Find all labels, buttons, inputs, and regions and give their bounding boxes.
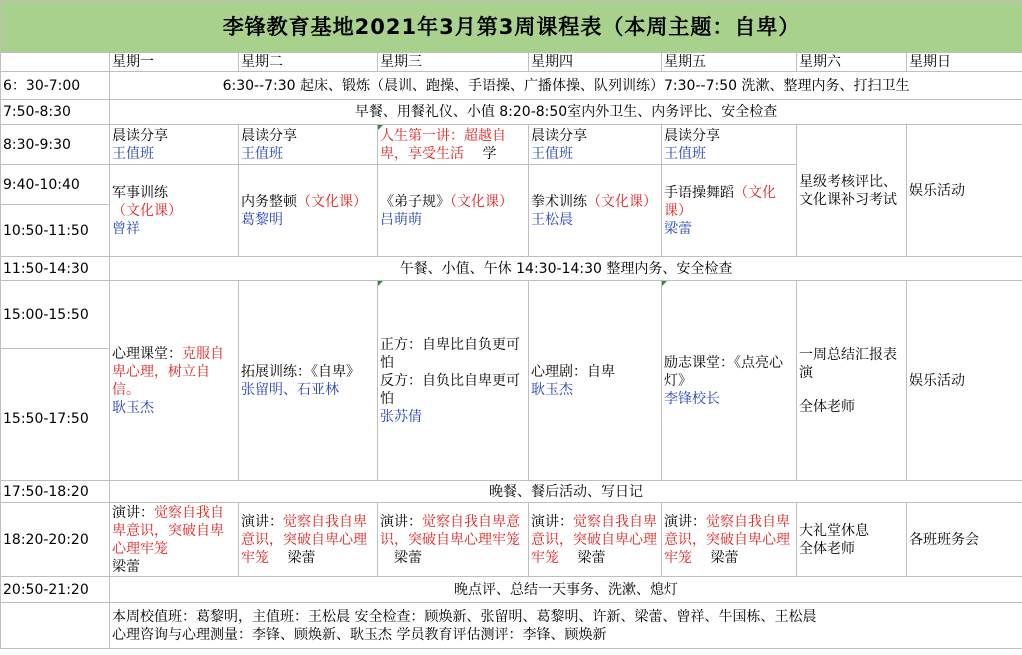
course-title: 内务整顿 <box>241 193 297 210</box>
class-thu <box>529 165 662 257</box>
afternoon-fri <box>662 281 797 481</box>
course-title: 晨读分享 <box>664 127 720 144</box>
teacher-name: 王值班 <box>112 145 154 162</box>
speech-prefix: 演讲： <box>112 504 154 521</box>
day-header-fri: 星期五 <box>662 53 797 72</box>
speech-sun: 各班班务会 <box>907 503 1022 577</box>
schedule-title: 李锋教育基地2021年3月第3周课程表（本周主题：自卑） <box>1 1 1022 53</box>
time-cell: 17:50-18:20 <box>1 481 110 503</box>
teacher-name: 张留明、石亚林 <box>241 381 339 398</box>
teacher-name: 耿玉杰 <box>531 381 573 398</box>
time-cell: 15:00-15:50 <box>1 281 110 349</box>
course-title: 励志课堂：《点亮心灯》 <box>664 354 783 389</box>
teacher-name: 梁蕾 <box>710 549 739 566</box>
course-title: 军事训练 <box>112 184 168 201</box>
afternoon-wed <box>378 281 529 481</box>
day-header-wed: 星期三 <box>378 53 529 72</box>
reading-wed <box>378 125 529 165</box>
debate-pro: 正方：自卑比自负更可怕 <box>380 336 520 371</box>
course-prefix: 心理课堂： <box>112 345 182 362</box>
course-title: 手语操舞蹈 <box>664 184 734 201</box>
course-title: 心理剧：自卑 <box>531 363 615 380</box>
lunch-routine: 午餐、小值、午休 14:30-14:30 整理内务、安全检查 <box>110 257 1022 281</box>
course-title: 一周总结汇报表演 <box>799 346 897 381</box>
class-fri <box>662 165 797 257</box>
speech-topic: 觉察自我自卑意识，突破自卑心理牢笼 <box>241 513 367 566</box>
course-title: 《弟子规》 <box>380 193 450 210</box>
day-header-sat: 星期六 <box>797 53 907 72</box>
teacher-name: 耿玉杰 <box>112 399 154 416</box>
afternoon-tue <box>239 281 378 481</box>
duty-roster: 本周校值班：葛黎明，主值班：王松晨 安全检查：顾焕新、张留明、葛黎明、许新、梁蕾、曾祥、牛国栋、王松晨 <box>112 608 817 625</box>
speech-prefix: 演讲： <box>380 513 422 530</box>
speech-sat <box>797 503 907 577</box>
speech-fri <box>662 503 797 577</box>
teacher-name: 全体老师 <box>799 398 855 415</box>
time-cell: 6：30-7:00 <box>1 72 110 100</box>
speech-prefix: 演讲： <box>664 513 706 530</box>
day-header-thu: 星期四 <box>529 53 662 72</box>
time-cell: 20:50-21:20 <box>1 577 110 603</box>
day-header-mon: 星期一 <box>110 53 239 72</box>
dinner-routine: 晚餐、餐后活动、写日记 <box>110 481 1022 503</box>
breakfast-routine: 早餐、用餐礼仪、小值 8:20-8:50室内外卫生、内务评比、安全检查 <box>110 100 1022 125</box>
course-tag: （文化课） <box>112 202 182 219</box>
course-title: 克服自卑心理，树立自信。 <box>112 345 224 398</box>
afternoon-sun: 娱乐活动 <box>907 281 1022 481</box>
counseling-info: 心理咨询与心理测量：李锋、顾焕新、耿玉杰 学员教育评估测评：李锋、顾焕新 <box>112 626 607 643</box>
teacher-name: 梁蕾 <box>577 549 606 566</box>
corner-cell <box>1 53 110 72</box>
day-header-tue: 星期二 <box>239 53 378 72</box>
teacher-name: 梁蕾 <box>112 558 140 575</box>
course-tag: （文化课） <box>450 193 513 210</box>
sat-morning: 星级考核评比、文化课补习考试 <box>797 125 907 257</box>
afternoon-thu <box>529 281 662 481</box>
course-tag: （文化课） <box>664 184 776 219</box>
course-tag: （文化课） <box>297 193 367 210</box>
course-title: 晨读分享 <box>531 127 587 144</box>
time-cell: 9:40-10:40 <box>1 165 110 205</box>
teacher-name: 张苏倩 <box>380 408 422 425</box>
evening-routine: 晚点评、总结一天事务、洗漱、熄灯 <box>110 577 1022 603</box>
afternoon-sat <box>797 281 907 481</box>
activity-title: 大礼堂休息 <box>799 522 869 539</box>
class-wed <box>378 165 529 257</box>
footer-notes <box>110 603 1022 649</box>
class-mon <box>110 165 239 257</box>
teacher-name: 葛黎明 <box>241 211 283 228</box>
teacher-name: 王松晨 <box>531 211 573 228</box>
speech-prefix: 演讲： <box>531 513 573 530</box>
time-cell: 11:50-14:30 <box>1 257 110 281</box>
course-tag: （文化课） <box>587 193 657 210</box>
speech-prefix: 演讲： <box>241 513 283 530</box>
sun-morning: 娱乐活动 <box>907 125 1022 257</box>
afternoon-mon <box>110 281 239 481</box>
speech-topic: 觉察自我自卑意识，突破自卑心理牢笼 <box>664 513 790 566</box>
day-header-sun: 星期日 <box>907 53 1022 72</box>
teacher-name: 王值班 <box>531 145 573 162</box>
time-cell: 10:50-11:50 <box>1 205 110 257</box>
spacer <box>799 382 904 398</box>
speech-topic: 觉察自我自卑意识，突破自卑心理牢笼 <box>531 513 657 566</box>
teacher-name: 曾祥 <box>112 220 140 237</box>
teacher-name: 梁蕾 <box>287 549 316 566</box>
reading-thu <box>529 125 662 165</box>
course-title: 拳术训练 <box>531 193 587 210</box>
footer-blank <box>1 603 110 649</box>
speech-mon <box>110 503 239 577</box>
debate-con: 反方：自负比自卑更可怕 <box>380 372 520 407</box>
reading-tue <box>239 125 378 165</box>
time-cell: 18:20-20:20 <box>1 503 110 577</box>
teacher-name: 李锋校长 <box>664 390 720 407</box>
time-cell: 7:50-8:30 <box>1 100 110 125</box>
speech-topic: 觉察自我自卑意识，突破自卑心理牢笼 <box>380 513 520 548</box>
speech-tue <box>239 503 378 577</box>
speech-wed <box>378 503 529 577</box>
teacher-name: 王值班 <box>664 145 706 162</box>
course-title: 晨读分享 <box>241 127 297 144</box>
teacher-name: 王值班 <box>241 145 283 162</box>
speech-thu <box>529 503 662 577</box>
teacher-name: 全体老师 <box>799 540 855 557</box>
reading-mon <box>110 125 239 165</box>
course-tail: 学 <box>482 145 497 162</box>
course-title: 人生第一讲：超越自卑，享受生活 <box>380 127 506 162</box>
course-title: 晨读分享 <box>112 127 168 144</box>
teacher-name: 梁蕾 <box>394 549 422 566</box>
time-cell: 15:50-17:50 <box>1 349 110 481</box>
reading-fri <box>662 125 797 165</box>
teacher-name: 吕萌萌 <box>380 211 422 228</box>
morning-routine: 6:30--7:30 起床、锻炼（晨训、跑操、手语操、广播体操、队列训练）7:30--7:50 洗漱、整理内务、打扫卫生 <box>110 72 1022 100</box>
class-tue <box>239 165 378 257</box>
course-title: 拓展训练：《自卑》 <box>241 363 360 380</box>
teacher-name: 梁蕾 <box>664 220 692 237</box>
time-cell: 8:30-9:30 <box>1 125 110 165</box>
speech-topic: 觉察自我自卑意识，突破自卑心理牢笼 <box>112 504 224 557</box>
